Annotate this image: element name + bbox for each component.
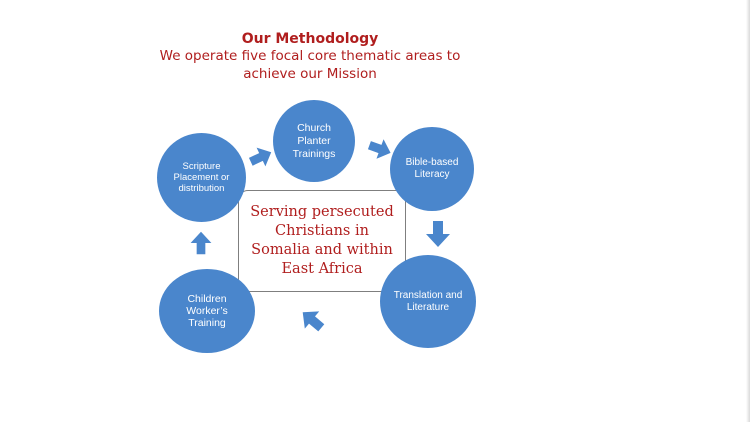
area-translation-and-literature [380,255,476,348]
area-scripture-placement [157,133,246,222]
flow-arrow-icon [298,306,326,334]
area-label-line: Placement or [173,172,230,183]
mission-line: Serving persecuted [250,204,394,220]
area-label-line: distribution [178,183,225,194]
area-label-line: Children [187,293,227,305]
mission-line: East Africa [281,261,363,277]
area-label-line: Bible-based [405,157,459,168]
area-label-line: Literacy [414,169,450,180]
area-church-planter-trainings [273,100,355,182]
page-edge-shadow [746,0,750,422]
mission-line: Somalia and within [251,242,393,258]
area-label-line: Worker’s [186,305,228,317]
area-label-line: Scripture [182,161,221,172]
area-children-workers-training [159,269,255,353]
flow-arrow-icon [421,219,455,249]
page-title: Our Methodology [241,31,379,47]
area-label-line: Church [297,121,331,134]
flow-arrow-icon [248,144,274,170]
area-label-line: Literature [406,301,450,313]
area-label-line: Training [188,317,226,329]
page-subtitle-line-1: We operate five focal core thematic areas to [159,48,461,64]
flow-arrow-icon [367,136,393,162]
area-bible-based-literacy [390,127,474,211]
flow-arrow-icon [188,230,214,256]
area-label-line: Trainings [292,147,336,160]
area-label-line: Planter [297,134,331,147]
mission-center-box [238,190,406,292]
mission-line: Christians in [275,223,369,239]
page-subtitle-line-2: achieve our Mission [243,66,377,82]
area-label-line: Translation and [393,289,463,301]
